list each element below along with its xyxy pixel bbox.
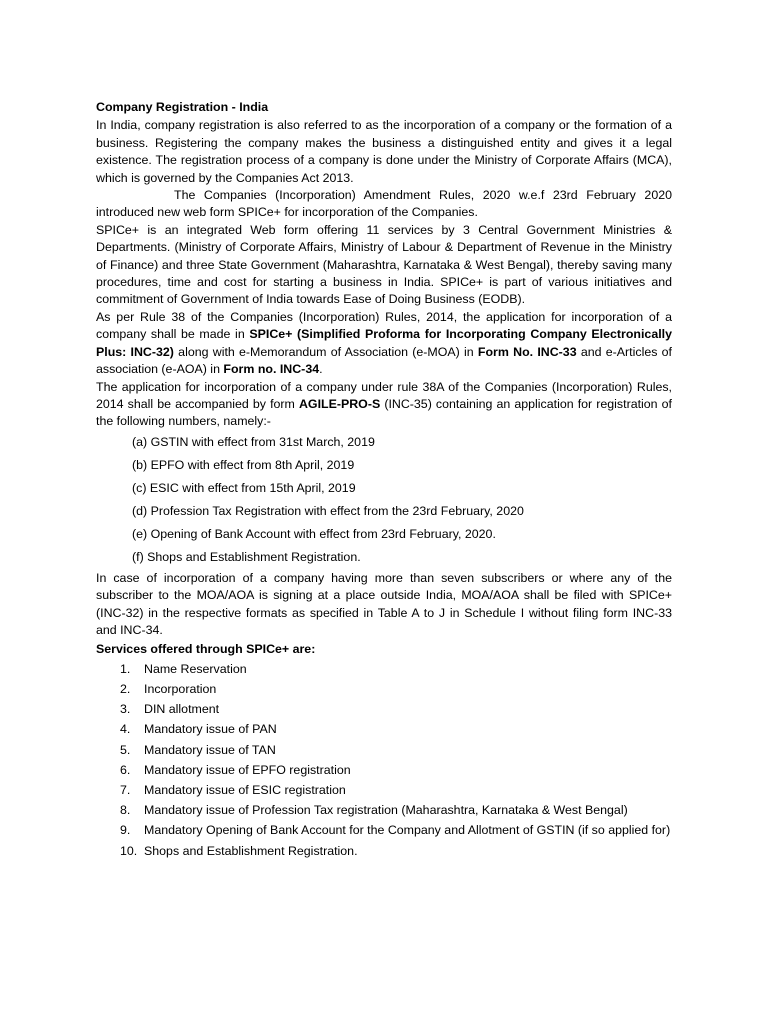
list-item — [96, 721, 672, 738]
list-item — [96, 762, 672, 779]
list-number: 7. — [120, 782, 131, 797]
document-page — [96, 99, 672, 863]
list-number: 3. — [120, 702, 131, 717]
list-item-text: Mandatory issue of Profession Tax registration (Maharashtra, Karnataka & West Bengal) — [144, 803, 628, 818]
list-item: (c) ESIC with effect from 15th April, 2019 — [132, 480, 356, 495]
rule-38a-text-1: The application for incorporation of a company under rule 38A of the Companies (Incorporation) Rules, 2014 shall be accompanied by form — [96, 379, 672, 411]
list-item: (a) GSTIN with effect from 31st March, 2019 — [132, 434, 375, 449]
rule-38-text-2: along with e-Memorandum of Association (e-MOA) in — [173, 344, 478, 359]
list-number: 5. — [120, 742, 131, 757]
list-item-text: Shops and Establishment Registration. — [144, 843, 358, 858]
list-item — [96, 742, 672, 759]
list-number: 6. — [120, 762, 131, 777]
list-item: (e) Opening of Bank Account with effect from 23rd February, 2020. — [132, 526, 496, 541]
list-item: (f) Shops and Establishment Registration. — [132, 549, 361, 564]
list-number: 2. — [120, 681, 131, 696]
list-number: 4. — [120, 722, 131, 737]
list-item: (b) EPFO with effect from 8th April, 2019 — [132, 457, 355, 472]
list-item — [96, 802, 672, 819]
list-item-text: Name Reservation — [144, 661, 247, 676]
rule-38-text-4: . — [319, 362, 323, 377]
list-item — [96, 661, 672, 678]
list-number: 8. — [120, 803, 131, 818]
list-item-text: Incorporation — [144, 681, 217, 696]
list-number: 1. — [120, 661, 131, 676]
rule-38a-text-2: (INC-35) containing an application for registration of the following numbers, namely:- — [96, 396, 672, 429]
list-item: (d) Profession Tax Registration with effect from the 23rd February, 2020 — [132, 503, 524, 518]
list-item — [96, 822, 672, 839]
spice-description-paragraph: SPICe+ is an integrated Web form offering 11 services by 3 Central Government Ministries & Departments. (Ministry of Corporate Affairs, Ministry of Labour & Department of Revenue in the Ministry of Finance) and three State Government (Maharashtra, Karnataka & West Bengal), thereby saving many procedures, time and cost for starting a business in India. SPICe+ is part of various initiatives and commitment of Government of India towards Ease of Doing Business (EODB). — [96, 222, 672, 307]
document-title: Company Registration - India — [96, 100, 269, 114]
list-item-text: Mandatory issue of PAN — [144, 722, 277, 737]
amendment-paragraph: The Companies (Incorporation) Amendment Rules, 2020 w.e.f 23rd February 2020 introduced new web form SPICe+ for incorporation of the Companies. — [96, 188, 672, 220]
list-item-text: Mandatory issue of ESIC registration — [144, 782, 346, 797]
rule-38-paragraph — [96, 309, 672, 379]
rule-38a-bold-agile: AGILE-PRO-S — [298, 396, 381, 411]
rule-38-bold-inc34: Form no. INC-34 — [223, 362, 320, 377]
rule-38-bold-inc33: Form No. INC-33 — [477, 344, 577, 359]
list-item — [96, 843, 672, 860]
list-item-text: Mandatory issue of EPFO registration — [144, 762, 351, 777]
rule-38-text-1: As per Rule 38 of the Companies (Incorporation) Rules, 2014, the application for incorporation of a company shall be made in — [96, 309, 672, 342]
list-item — [96, 681, 672, 698]
services-list — [96, 661, 672, 860]
list-number: 9. — [120, 823, 131, 838]
list-number: 10. — [120, 843, 138, 858]
list-item — [96, 782, 672, 799]
rule-38-bold-spice: SPICe+ (Simplified Proforma for Incorporating Company Electronically Plus: INC-32) — [96, 327, 672, 359]
list-item-text: DIN allotment — [144, 702, 220, 717]
services-heading: Services offered through SPICe+ are: — [96, 642, 316, 657]
registration-numbers-list — [96, 434, 672, 567]
intro-paragraph: In India, company registration is also referred to as the incorporation of a company or the formation of a business. Registering the company makes the business a distinguished entity and gives it a legal existence. The registration process of a company is done under the Ministry of Corporate Affairs (MCA), which is governed by the Companies Act 2013. — [96, 118, 672, 185]
list-item-text: Mandatory Opening of Bank Account for the Company and Allotment of GSTIN (if so applied for) — [144, 823, 671, 838]
subscribers-paragraph: In case of incorporation of a company having more than seven subscribers or where any of the subscriber to the MOA/AOA is signing at a place outside India, MOA/AOA shall be filed with SPICe+ (INC-32) in the respective formats as specified in Table A to J in Schedule I without filing form INC-33 and INC-34. — [96, 570, 672, 637]
list-item-text: Mandatory issue of TAN — [144, 742, 276, 757]
list-item — [96, 701, 672, 718]
rule-38-text-3: and e-Articles of association (e-AOA) in — [96, 344, 672, 377]
rule-38a-paragraph — [96, 379, 672, 431]
